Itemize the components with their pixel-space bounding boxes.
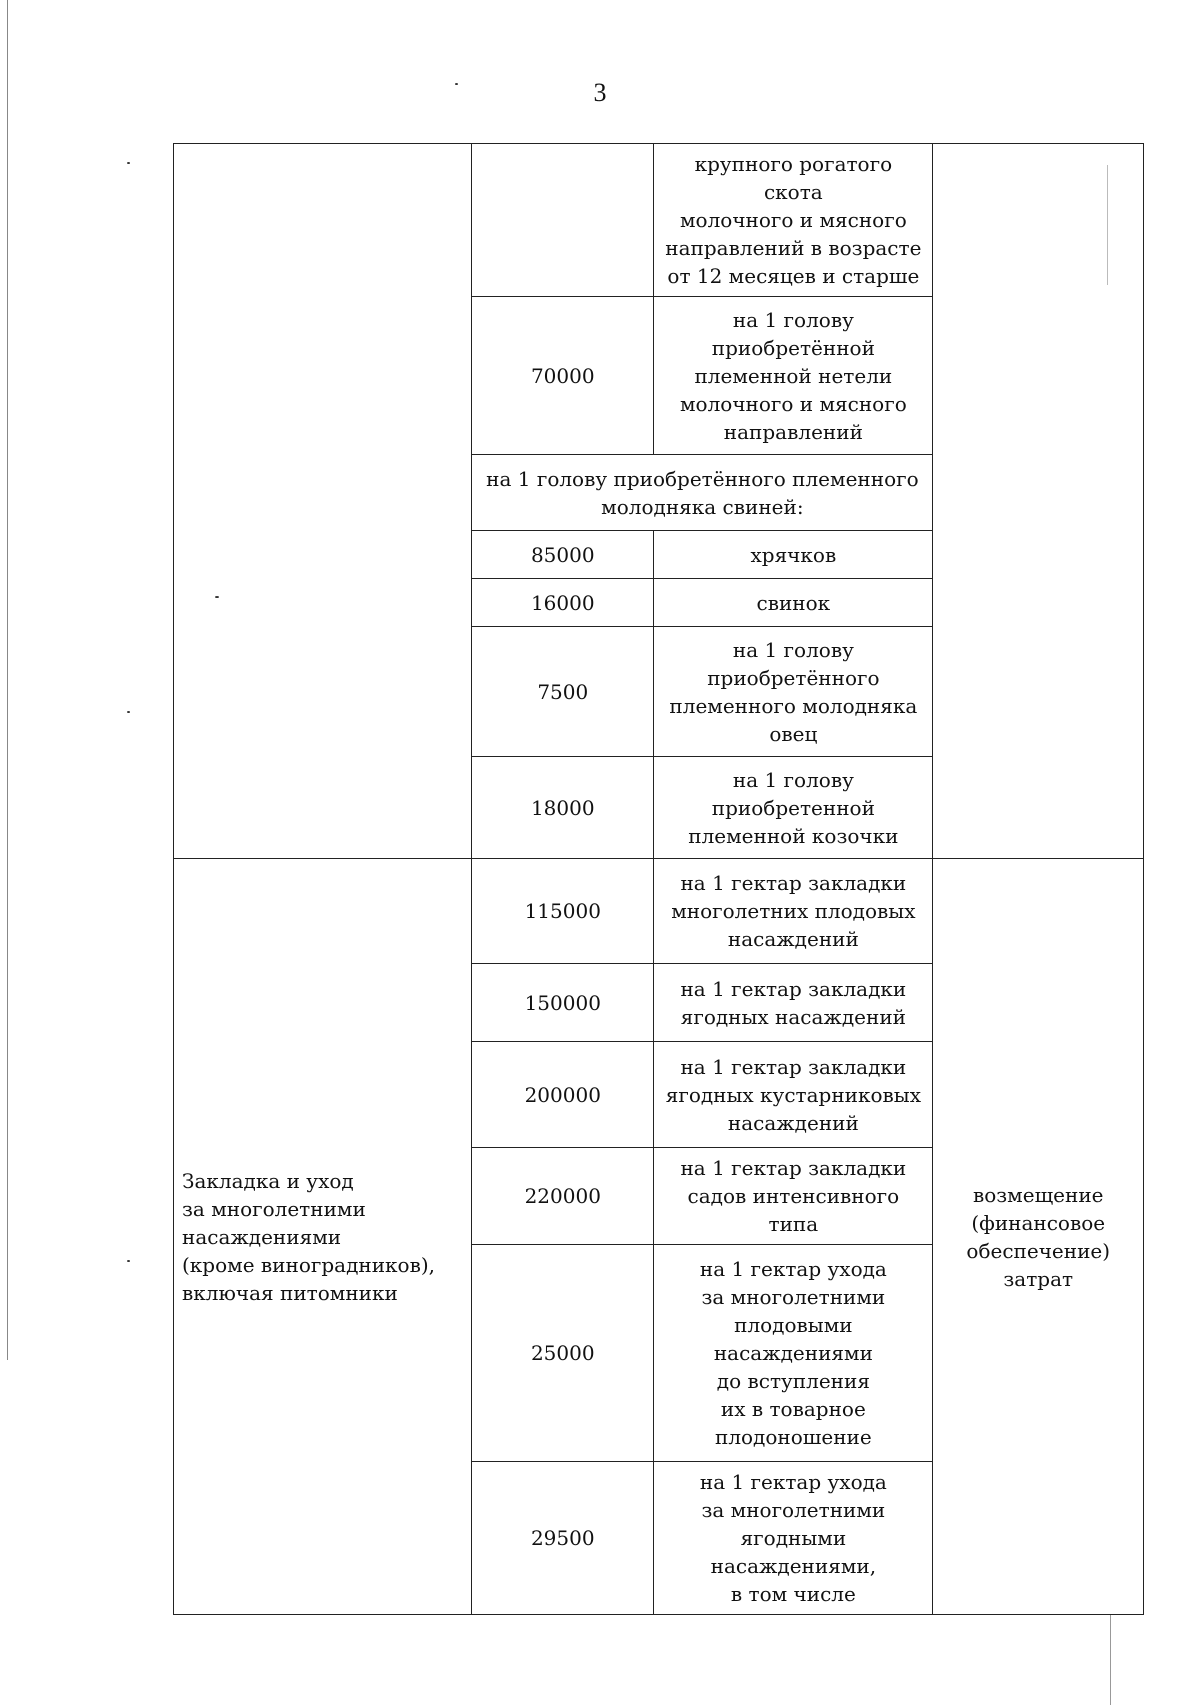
activity-cell — [174, 859, 472, 1615]
amount-value: 29500 — [530, 1526, 595, 1550]
amount-value: 18000 — [530, 795, 595, 820]
pig-header-cell-line: на 1 голову приобретённого племенного — [486, 466, 919, 491]
purpose-cell-line: (финансовое — [971, 1210, 1106, 1235]
unit-cell-line: свинок — [756, 590, 831, 615]
unit-cell-line: насаждениями — [713, 1341, 873, 1365]
unit-cell — [654, 579, 933, 627]
unit-cell-line: насаждений — [727, 927, 859, 951]
unit-cell-line: племенного молодняка — [669, 693, 918, 718]
unit-cell-line: приобретённого — [707, 665, 880, 690]
unit-cell-line: овец — [769, 721, 818, 746]
purpose-cell — [933, 859, 1144, 1615]
unit-cell — [654, 297, 933, 455]
unit-cell-line: на 1 гектар закладки — [680, 871, 907, 895]
activity-cell-empty — [174, 144, 472, 859]
amount-value: 220000 — [524, 1184, 601, 1208]
amount-cell — [472, 1245, 654, 1462]
purpose-cell-empty — [933, 144, 1144, 859]
unit-cell — [654, 1042, 933, 1148]
amount-cell — [472, 859, 654, 964]
activity-cell-line: (кроме виноградников), — [182, 1252, 435, 1277]
unit-cell-line: на 1 голову — [732, 307, 854, 332]
amount-cell — [472, 579, 654, 627]
amount-cell — [472, 1042, 654, 1148]
unit-cell-line: направлений в возрасте — [665, 236, 922, 260]
unit-cell-line: садов интенсивного типа — [687, 1184, 900, 1236]
purpose-cell-line: возмещение — [972, 1182, 1104, 1207]
scan-speck — [455, 83, 458, 85]
amount-value: 25000 — [530, 1341, 595, 1365]
scan-speck — [127, 1260, 130, 1262]
pig-header-cell-line: молодняка свиней: — [601, 494, 804, 519]
unit-cell-line: многолетних плодовых — [671, 899, 916, 923]
activity-cell-line: включая питомники — [182, 1280, 398, 1305]
unit-cell-line: молочного и мясного — [679, 391, 907, 416]
unit-cell-line: насаждений — [727, 1110, 859, 1135]
subsidy-table — [173, 143, 1144, 1615]
unit-cell-line: направлений — [723, 419, 863, 444]
purpose-cell-line: обеспечение) — [966, 1238, 1111, 1263]
unit-cell-line: на 1 гектар закладки — [680, 1156, 907, 1180]
unit-cell — [654, 757, 933, 859]
amount-cell — [472, 531, 654, 579]
scan-speck — [215, 596, 219, 598]
amount-cell — [472, 964, 654, 1042]
unit-cell-line: ягодных кустарниковых — [665, 1082, 921, 1107]
pig-header-cell — [472, 455, 933, 531]
unit-cell-line: племенной нетели — [694, 363, 893, 388]
unit-cell-line: молочного и мясного — [679, 208, 907, 232]
unit-cell — [654, 859, 933, 964]
unit-cell-line: на 1 гектар ухода — [699, 1257, 887, 1281]
scan-edge-line — [1107, 165, 1108, 285]
unit-cell-line: до вступления — [716, 1369, 870, 1393]
unit-cell-line: на 1 голову — [732, 637, 854, 662]
amount-value: 7500 — [537, 679, 589, 704]
amount-value: 16000 — [530, 590, 595, 615]
unit-cell-line: от 12 месяцев и старше — [667, 264, 920, 288]
unit-cell-line: на 1 голову — [732, 767, 854, 792]
scan-edge-line — [1110, 1615, 1111, 1705]
unit-cell — [654, 1148, 933, 1245]
activity-cell-line: насаждениями — [182, 1224, 342, 1249]
table-row — [174, 144, 1144, 297]
unit-cell-line: на 1 гектар закладки — [680, 1054, 907, 1079]
amount-cell — [472, 297, 654, 455]
unit-cell — [654, 627, 933, 757]
unit-cell-line: племенной козочки — [688, 823, 899, 848]
amount-cell — [472, 627, 654, 757]
amount-cell-empty — [472, 144, 654, 297]
unit-cell-line: ягодных насаждений — [680, 1004, 906, 1029]
scan-speck — [127, 711, 130, 713]
amount-value: 70000 — [530, 363, 595, 388]
unit-cell-line: плодовыми — [734, 1313, 853, 1337]
scan-edge-line — [7, 0, 8, 1360]
unit-cell-line: приобретенной — [711, 795, 875, 820]
amount-value: 150000 — [524, 990, 601, 1015]
unit-cell-line: их в товарное — [720, 1397, 866, 1421]
unit-cell-line: на 1 гектар ухода — [699, 1470, 887, 1494]
amount-cell — [472, 1462, 654, 1615]
unit-cell-line: на 1 гектар закладки — [680, 976, 907, 1001]
amount-cell — [472, 757, 654, 859]
activity-cell-line: Закладка и уход — [182, 1168, 354, 1193]
unit-cell-line: плодоношение — [714, 1425, 872, 1449]
amount-cell — [472, 1148, 654, 1245]
unit-cell — [654, 531, 933, 579]
unit-cell — [654, 1245, 933, 1462]
unit-cell-line: хрячков — [750, 542, 837, 567]
purpose-cell-line: затрат — [1003, 1266, 1074, 1291]
activity-cell-line: за многолетними — [182, 1196, 366, 1221]
unit-cell-line: крупного рогатого скота — [694, 152, 893, 204]
unit-cell-line: за многолетними — [701, 1285, 886, 1309]
scan-speck — [127, 162, 130, 164]
unit-cell-line: ягодными насаждениями, — [710, 1526, 877, 1578]
amount-value: 85000 — [530, 542, 595, 567]
unit-cell — [654, 964, 933, 1042]
table-row — [174, 859, 1144, 964]
amount-value: 200000 — [524, 1082, 601, 1107]
unit-cell-line: за многолетними — [701, 1498, 886, 1522]
page-number: 3 — [593, 78, 607, 107]
unit-cell — [654, 144, 933, 297]
amount-value: 115000 — [524, 899, 601, 923]
unit-cell-line: приобретённой — [711, 335, 875, 360]
unit-cell — [654, 1462, 933, 1615]
unit-cell-line: в том числе — [730, 1582, 856, 1606]
